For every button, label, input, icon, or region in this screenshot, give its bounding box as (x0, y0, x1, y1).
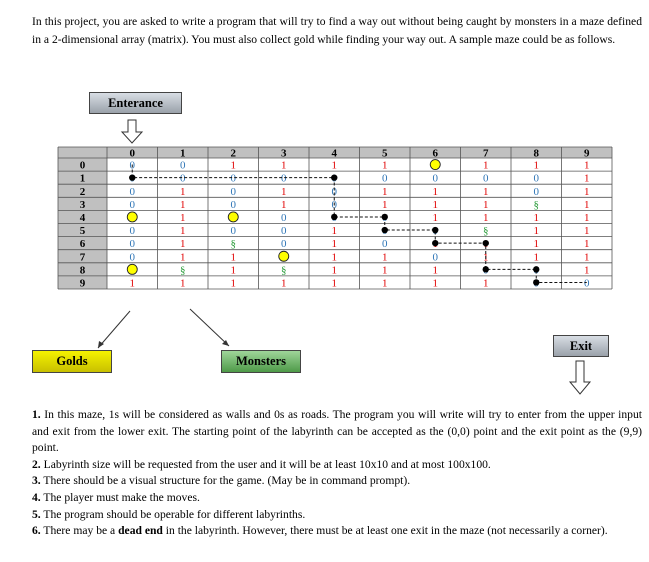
maze-cell: 0 (382, 238, 388, 251)
path-dot (483, 266, 489, 272)
column-header: 0 (129, 147, 135, 160)
maze-cell: 1 (331, 238, 337, 251)
maze-cell: 1 (382, 264, 388, 277)
maze-cell: 1 (382, 277, 388, 290)
path-dot (432, 227, 438, 233)
maze-cell: 0 (129, 198, 135, 211)
maze-cell: 1 (281, 198, 287, 211)
row-header: 4 (79, 211, 86, 224)
maze-cell: 1 (331, 159, 337, 172)
column-header: 5 (382, 147, 388, 160)
maze-cell: 1 (230, 277, 236, 290)
maze-cell: 1 (432, 198, 438, 211)
gold-icon (127, 212, 137, 222)
maze-cell: 1 (230, 264, 236, 277)
path-dot (129, 174, 135, 180)
maze-cell: 1 (533, 159, 539, 172)
maze-cell: 0 (432, 251, 438, 264)
maze-cell: 1 (180, 225, 186, 238)
maze-cell: 0 (331, 198, 337, 211)
maze-cell: 0 (129, 225, 135, 238)
row-header: 6 (79, 238, 86, 251)
row-header: 9 (79, 277, 86, 290)
maze-cell: 1 (432, 277, 438, 290)
maze-cell: 0 (331, 185, 337, 198)
gold-icon (127, 264, 137, 274)
row-header: 2 (79, 185, 86, 198)
maze-cell: 1 (483, 198, 489, 211)
maze-cell: 0 (230, 172, 236, 185)
maze-cell: 1 (180, 251, 186, 264)
maze-cell: 1 (533, 238, 539, 251)
maze-cell: 1 (382, 159, 388, 172)
row-header: 8 (79, 264, 86, 277)
maze-cell: 0 (533, 185, 539, 198)
maze-cell: 1 (533, 211, 539, 224)
row-header: 0 (79, 159, 86, 172)
list-item: 2. Labyrinth size will be requested from the user and it will be at least 10x10 and at most 100x100. (32, 457, 491, 471)
maze-cell: 1 (180, 238, 186, 251)
maze-cell: 0 (129, 159, 135, 172)
maze-cell: 1 (382, 198, 388, 211)
path-dot (533, 266, 539, 272)
maze-cell: 1 (180, 211, 186, 224)
maze-cell: 1 (584, 251, 590, 264)
maze-cell: 1 (129, 277, 135, 290)
path-dot (331, 174, 337, 180)
maze-cell: 1 (584, 264, 590, 277)
row-header: 3 (79, 198, 86, 211)
gold-icon (279, 251, 289, 261)
gold-icon (430, 160, 440, 170)
monster-icon: § (281, 264, 287, 277)
maze-cell: 1 (584, 211, 590, 224)
maze-cell: 1 (331, 264, 337, 277)
maze-cell: 1 (382, 251, 388, 264)
maze-cell: 1 (331, 251, 337, 264)
maze-cell: 1 (180, 198, 186, 211)
monster-icon: § (180, 264, 186, 277)
column-header: 2 (230, 147, 236, 160)
maze-cell: 1 (331, 225, 337, 238)
path-dot (382, 227, 388, 233)
intro-paragraph: In this project, you are asked to write a program that will try to find a way out without being caught by monsters in a maze defined in a 2-dimensional array (matrix). You must also collect gold while finding your way out. A sample maze could be as follows. (32, 15, 642, 46)
maze-cell: 1 (180, 277, 186, 290)
column-header: 3 (281, 147, 287, 160)
maze-cell: 1 (584, 185, 590, 198)
column-header: 4 (331, 147, 337, 160)
list-item: 3. There should be a visual structure for the game. (May be in command prompt). (32, 474, 411, 488)
maze-cell: 1 (281, 185, 287, 198)
maze-cell: 1 (432, 185, 438, 198)
exit-label: Exit (553, 335, 609, 357)
monsters-pointer-line (190, 309, 229, 346)
maze-cell: 1 (533, 251, 539, 264)
maze-cell: 1 (483, 211, 489, 224)
maze-cell: 0 (281, 172, 287, 185)
maze-cell: 1 (432, 264, 438, 277)
maze-cell: 0 (180, 159, 186, 172)
path-dot (382, 214, 388, 220)
maze-cell: 0 (483, 172, 489, 185)
column-header: 9 (584, 147, 590, 160)
path-dot (432, 240, 438, 246)
column-header: 7 (483, 147, 489, 160)
path-dot (331, 214, 337, 220)
maze-cell: 1 (230, 159, 236, 172)
maze-cell: 1 (584, 159, 590, 172)
maze-cell: 1 (382, 185, 388, 198)
maze-cell: 0 (281, 211, 287, 224)
maze-cell: 0 (230, 225, 236, 238)
maze-cell: 1 (180, 185, 186, 198)
maze-cell: 0 (584, 277, 590, 290)
maze-cell: 0 (533, 172, 539, 185)
maze-cell: 1 (432, 211, 438, 224)
maze-cell: 1 (281, 277, 287, 290)
column-header: 1 (180, 147, 186, 160)
list-item: 6. There may be a dead end in the labyrinth. However, there must be at least one exit in the maze (not necessarily a corner). (32, 524, 608, 538)
maze-cell: 1 (483, 159, 489, 172)
maze-cell: 0 (230, 185, 236, 198)
path-dot (533, 279, 539, 285)
maze-cell: 0 (281, 238, 287, 251)
monster-icon: § (483, 225, 489, 238)
maze-cell: 1 (230, 251, 236, 264)
gold-icon (228, 212, 238, 222)
maze-cell: 1 (584, 172, 590, 185)
maze-cell: 1 (533, 225, 539, 238)
row-header: 7 (79, 251, 86, 264)
maze-cell: 0 (281, 225, 287, 238)
enterance-arrow (122, 120, 142, 143)
maze-cell: 1 (584, 238, 590, 251)
golds-label: Golds (32, 350, 112, 373)
maze-cell: 1 (483, 251, 489, 264)
exit-arrow (570, 361, 590, 394)
list-item: 4. The player must make the moves. (32, 490, 200, 504)
maze-cell: 0 (129, 185, 135, 198)
requirements-list (32, 407, 642, 540)
column-header: 6 (432, 147, 438, 160)
list-item: 1. In this maze, 1s will be considered as walls and 0s as roads. The program you will write will try to enter from the upper input and exit from the lower exit. The starting point of the labyrinth can be accepted as the (0,0) point and the exit point as the (9,9) point. (32, 408, 642, 455)
maze-cell: 1 (331, 277, 337, 290)
column-header: 8 (533, 147, 539, 160)
maze-cell: 1 (483, 185, 489, 198)
maze-cell: 0 (180, 172, 186, 185)
row-header: 5 (79, 225, 86, 238)
maze-cell: 0 (129, 251, 135, 264)
maze-cell: 0 (432, 172, 438, 185)
golds-pointer-line (98, 311, 130, 348)
monsters-label: Monsters (221, 350, 301, 373)
maze-cell: 0 (230, 198, 236, 211)
monster-icon: § (230, 238, 236, 251)
list-item: 5. The program should be operable for different labyrinths. (32, 507, 306, 521)
monster-icon: § (533, 198, 539, 211)
maze-cell: 1 (281, 159, 287, 172)
enterance-label: Enterance (89, 92, 182, 114)
maze-cell: 1 (584, 198, 590, 211)
row-header: 1 (79, 172, 86, 185)
path-dot (483, 240, 489, 246)
maze-cell: 1 (584, 225, 590, 238)
maze-cell: 1 (483, 277, 489, 290)
maze-cell: 0 (129, 238, 135, 251)
maze-cell: 0 (382, 172, 388, 185)
